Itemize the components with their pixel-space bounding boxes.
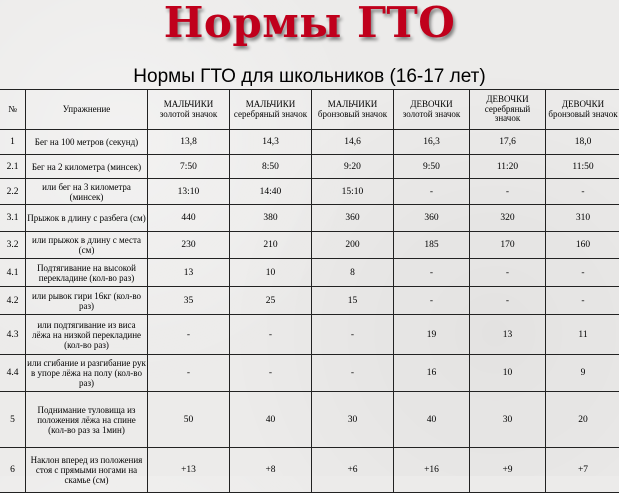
- boys-bronze-value: 30: [312, 392, 394, 448]
- header-girls-bronze: ДЕВОЧКИ бронзовый значок: [546, 90, 619, 130]
- boys-bronze-value: 360: [312, 205, 394, 232]
- row-number: 2.2: [0, 179, 26, 205]
- boys-bronze-value: 200: [312, 232, 394, 259]
- boys-gold-value: 35: [148, 287, 230, 315]
- header-boys-gold: МАЛЬЧИКИ золотой значок: [148, 90, 230, 130]
- girls-bronze-value: -: [546, 259, 619, 287]
- boys-gold-value: 13: [148, 259, 230, 287]
- boys-gold-value: 440: [148, 205, 230, 232]
- boys-gold-value: 230: [148, 232, 230, 259]
- exercise-name: или прыжок в длину с места (см): [26, 232, 148, 259]
- table-row: [0, 315, 619, 355]
- table-row: [0, 355, 619, 392]
- row-number: 6: [0, 448, 26, 493]
- girls-bronze-value: -: [546, 287, 619, 315]
- table-row: [0, 155, 619, 179]
- exercise-name: Прыжок в длину с разбега (см): [26, 205, 148, 232]
- boys-gold-value: 13,8: [148, 130, 230, 155]
- girls-silver-value: 10: [470, 355, 546, 392]
- girls-bronze-value: 11: [546, 315, 619, 355]
- girls-gold-value: -: [394, 259, 470, 287]
- norms-table: [0, 89, 619, 493]
- girls-silver-value: -: [470, 259, 546, 287]
- table-row: [0, 205, 619, 232]
- boys-gold-value: 50: [148, 392, 230, 448]
- boys-bronze-value: 9:20: [312, 155, 394, 179]
- exercise-name: Бег на 100 метров (секунд): [26, 130, 148, 155]
- row-number: 4.4: [0, 355, 26, 392]
- boys-silver-value: 10: [230, 259, 312, 287]
- row-number: 4.2: [0, 287, 26, 315]
- page-subtitle: Нормы ГТО для школьников (16-17 лет): [0, 66, 619, 88]
- girls-silver-value: 13: [470, 315, 546, 355]
- boys-gold-value: 7:50: [148, 155, 230, 179]
- row-number: 1: [0, 130, 26, 155]
- boys-bronze-value: 15:10: [312, 179, 394, 205]
- boys-bronze-value: 14,6: [312, 130, 394, 155]
- row-number: 3.1: [0, 205, 26, 232]
- girls-gold-value: 185: [394, 232, 470, 259]
- girls-silver-value: -: [470, 179, 546, 205]
- table-header-row: [0, 90, 619, 130]
- boys-silver-value: 380: [230, 205, 312, 232]
- header-boys-silver: МАЛЬЧИКИ серебряный значок: [230, 90, 312, 130]
- girls-bronze-value: -: [546, 179, 619, 205]
- girls-bronze-value: 310: [546, 205, 619, 232]
- girls-gold-value: 360: [394, 205, 470, 232]
- exercise-name: или сгибание и разгибание рук в упоре лёжа на полу (кол-во раз): [26, 355, 148, 392]
- header-boys-bronze: МАЛЬЧИКИ бронзовый значок: [312, 90, 394, 130]
- boys-silver-value: 210: [230, 232, 312, 259]
- exercise-name: Наклон вперед из положения стоя с прямыми ногами на скамье (см): [26, 448, 148, 493]
- girls-gold-value: +16: [394, 448, 470, 493]
- girls-gold-value: 16: [394, 355, 470, 392]
- boys-silver-value: 25: [230, 287, 312, 315]
- table-row: [0, 259, 619, 287]
- girls-gold-value: -: [394, 179, 470, 205]
- girls-bronze-value: 20: [546, 392, 619, 448]
- table-row: [0, 287, 619, 315]
- exercise-name: или подтягивание из виса лёжа на низкой перекладине (кол-во раз): [26, 315, 148, 355]
- exercise-name: Подтягивание на высокой перекладине (кол-во раз): [26, 259, 148, 287]
- exercise-name: Бег на 2 километра (минсек): [26, 155, 148, 179]
- boys-bronze-value: -: [312, 355, 394, 392]
- boys-silver-value: 14,3: [230, 130, 312, 155]
- header-girls-silver: ДЕВОЧКИ серебряный значок: [470, 90, 546, 130]
- girls-silver-value: -: [470, 287, 546, 315]
- girls-bronze-value: 18,0: [546, 130, 619, 155]
- header-number: №: [0, 90, 26, 130]
- table-row: [0, 392, 619, 448]
- row-number: 3.2: [0, 232, 26, 259]
- boys-bronze-value: 8: [312, 259, 394, 287]
- table-row: [0, 448, 619, 493]
- exercise-name: Поднимание туловища из положения лёжа на спине (кол-во раз за 1мин): [26, 392, 148, 448]
- boys-silver-value: +8: [230, 448, 312, 493]
- girls-silver-value: 320: [470, 205, 546, 232]
- girls-silver-value: 170: [470, 232, 546, 259]
- boys-bronze-value: +6: [312, 448, 394, 493]
- girls-silver-value: 30: [470, 392, 546, 448]
- exercise-name: или бег на 3 километра (минсек): [26, 179, 148, 205]
- girls-silver-value: 17,6: [470, 130, 546, 155]
- boys-silver-value: 14:40: [230, 179, 312, 205]
- girls-bronze-value: 9: [546, 355, 619, 392]
- girls-gold-value: 40: [394, 392, 470, 448]
- girls-bronze-value: 11:50: [546, 155, 619, 179]
- table-row: [0, 130, 619, 155]
- girls-gold-value: 19: [394, 315, 470, 355]
- table-row: [0, 179, 619, 205]
- boys-gold-value: -: [148, 355, 230, 392]
- girls-bronze-value: 160: [546, 232, 619, 259]
- row-number: 4.1: [0, 259, 26, 287]
- page-title: Нормы ГТО: [0, 0, 619, 47]
- boys-gold-value: 13:10: [148, 179, 230, 205]
- boys-bronze-value: -: [312, 315, 394, 355]
- row-number: 4.3: [0, 315, 26, 355]
- boys-silver-value: 8:50: [230, 155, 312, 179]
- header-girls-gold: ДЕВОЧКИ золотой значок: [394, 90, 470, 130]
- girls-gold-value: -: [394, 287, 470, 315]
- exercise-name: или рывок гири 16кг (кол-во раз): [26, 287, 148, 315]
- girls-silver-value: +9: [470, 448, 546, 493]
- girls-gold-value: 16,3: [394, 130, 470, 155]
- row-number: 5: [0, 392, 26, 448]
- boys-silver-value: -: [230, 315, 312, 355]
- boys-bronze-value: 15: [312, 287, 394, 315]
- boys-gold-value: +13: [148, 448, 230, 493]
- girls-gold-value: 9:50: [394, 155, 470, 179]
- row-number: 2.1: [0, 155, 26, 179]
- boys-silver-value: 40: [230, 392, 312, 448]
- header-exercise: Упражнение: [26, 90, 148, 130]
- boys-gold-value: -: [148, 315, 230, 355]
- table-row: [0, 232, 619, 259]
- girls-silver-value: 11:20: [470, 155, 546, 179]
- girls-bronze-value: +7: [546, 448, 619, 493]
- boys-silver-value: -: [230, 355, 312, 392]
